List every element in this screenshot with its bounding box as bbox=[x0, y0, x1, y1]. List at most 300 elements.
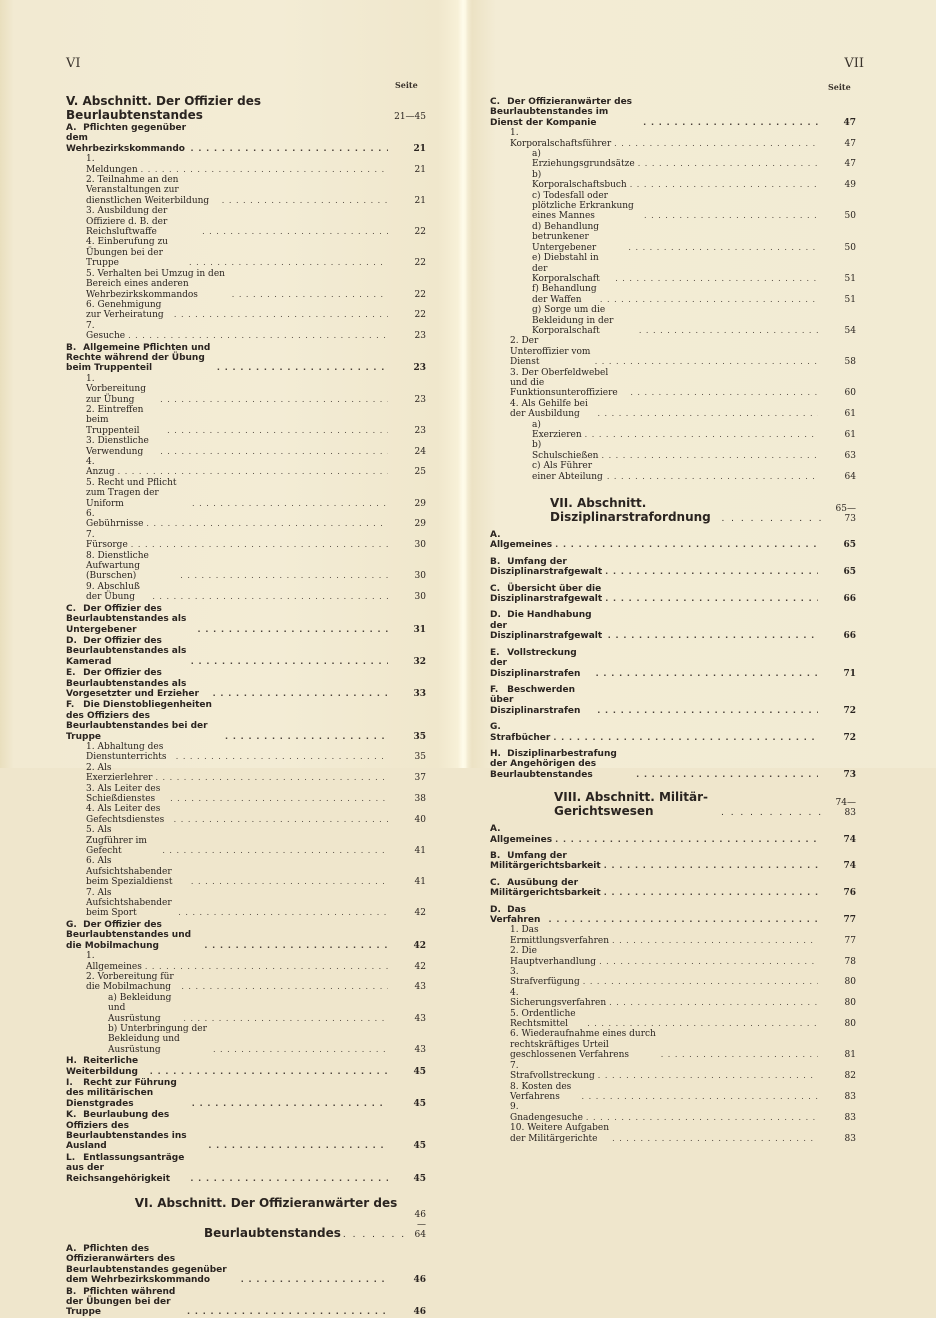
entry-label: A. bbox=[490, 824, 501, 835]
leader-dots bbox=[598, 1071, 818, 1081]
toc-entry bbox=[490, 610, 856, 641]
entry-title: Exerzieren bbox=[532, 430, 582, 440]
entry-title: Vollstreckung der Disziplinarstrafen bbox=[490, 647, 581, 679]
leader-dots bbox=[131, 540, 388, 550]
entry-page: 66 bbox=[843, 631, 856, 642]
leader-dots bbox=[582, 1092, 818, 1102]
leader-dots bbox=[204, 941, 388, 951]
entry-label: c) bbox=[532, 461, 541, 472]
toc-entry bbox=[490, 149, 856, 170]
leader-dots bbox=[615, 274, 818, 284]
entry-page: 82 bbox=[844, 1071, 856, 1082]
leader-dots bbox=[145, 962, 388, 972]
toc-entry bbox=[66, 1078, 426, 1109]
toc-entry bbox=[66, 888, 426, 919]
entry-label: 8. bbox=[510, 1081, 519, 1092]
entry-title: Als Aufsichtshabender beim Sport bbox=[86, 887, 172, 919]
entry-title: Der Offizier des Beurlaubtenstandes als Untergebener bbox=[66, 603, 187, 635]
entry-label: 6. bbox=[510, 1029, 519, 1040]
entry-label: B. bbox=[490, 850, 501, 861]
entry-label: 3. bbox=[86, 783, 95, 794]
entry-title: Als Führer einer Abteilung bbox=[532, 461, 603, 482]
entry-page: 51 bbox=[844, 273, 856, 284]
entry-title: Allgemeines bbox=[86, 961, 142, 972]
toc-entry bbox=[490, 946, 856, 967]
toc-entry bbox=[66, 1244, 426, 1286]
toc-entry bbox=[66, 551, 426, 582]
toc-entry bbox=[66, 1110, 426, 1152]
entry-title: Sorge um die Bekleidung in der Korporalschaft bbox=[532, 305, 614, 336]
leader-dots bbox=[614, 139, 818, 149]
entry-title: Verhalten bei Umzug in den Bereich eines anderen Wehrbezirkskommandos bbox=[86, 268, 225, 300]
entry-page: 51 bbox=[844, 294, 856, 305]
leader-dots bbox=[155, 773, 388, 783]
entry-label: D. bbox=[490, 904, 501, 915]
leader-dots bbox=[599, 957, 818, 967]
toc-entry bbox=[490, 305, 856, 336]
entry-label: C. bbox=[490, 583, 501, 594]
entry-title: Umfang der Disziplinarstrafgewalt bbox=[490, 556, 603, 578]
entry-page: 81 bbox=[844, 1050, 856, 1061]
entry-title: Diebstahl in der Korporalschaft bbox=[532, 253, 600, 284]
entry-title: Vorbereitung für die Mobilmachung bbox=[86, 971, 174, 993]
entry-page: 30 bbox=[414, 592, 426, 603]
entry-label: 7. bbox=[86, 320, 95, 331]
leader-dots bbox=[152, 592, 388, 602]
leader-dots bbox=[192, 1099, 388, 1109]
leader-dots bbox=[225, 732, 388, 742]
toc-entry bbox=[490, 851, 856, 872]
entry-title: Allgemeines bbox=[490, 540, 553, 551]
entry-page: 47 bbox=[844, 159, 856, 170]
entry-label: c) bbox=[532, 190, 541, 201]
leader-dots bbox=[609, 998, 818, 1008]
entry-title: Reiterliche Weiterbildung bbox=[66, 1056, 139, 1077]
leader-dots bbox=[191, 657, 388, 667]
toc-right bbox=[490, 96, 856, 1144]
entry-label: 9. bbox=[510, 1102, 519, 1113]
leader-dots bbox=[604, 888, 818, 898]
entry-page: 23 bbox=[413, 363, 426, 374]
toc-entry bbox=[490, 128, 856, 149]
leader-dots bbox=[630, 180, 818, 190]
entry-label: D. bbox=[490, 610, 501, 621]
leader-dots bbox=[150, 1067, 388, 1077]
leader-dots bbox=[586, 1113, 818, 1123]
entry-page: 33 bbox=[413, 688, 426, 699]
leader-dots bbox=[604, 861, 818, 871]
right-page bbox=[466, 0, 936, 1144]
entry-title: Das Verfahren bbox=[490, 904, 541, 925]
entry-page: 23 bbox=[414, 331, 426, 342]
left-page bbox=[0, 0, 466, 1318]
entry-title: Gebührnisse bbox=[86, 519, 144, 530]
entry-page: 43 bbox=[414, 982, 426, 993]
leader-dots bbox=[190, 1174, 388, 1184]
toc-entry bbox=[66, 237, 426, 268]
toc-entry bbox=[490, 1009, 856, 1030]
entry-title: Der Oberfeldwebel und die Funktionsunteroffiziere bbox=[510, 367, 618, 399]
entry-page: 24 bbox=[414, 446, 426, 457]
entry-title: Sicherungsverfahren bbox=[510, 998, 607, 1009]
entry-page: 23 bbox=[414, 394, 426, 405]
entry-label: f) bbox=[532, 284, 539, 295]
entry-page: 29 bbox=[414, 519, 426, 530]
entry-title: Recht und Pflicht zum Tragen der Uniform bbox=[86, 477, 177, 509]
entry-page: 49 bbox=[844, 180, 856, 191]
leader-dots bbox=[585, 430, 818, 440]
entry-title: Genehmigung zur Verheiratung bbox=[86, 299, 164, 321]
entry-label: a) bbox=[532, 419, 541, 430]
toc-entry bbox=[66, 300, 426, 321]
entry-label: 1. bbox=[86, 154, 95, 165]
entry-label: C. bbox=[66, 603, 77, 614]
toc-entry bbox=[490, 253, 856, 284]
toc-entry bbox=[490, 988, 856, 1009]
leader-dots bbox=[587, 1019, 818, 1029]
entry-title: Vorbereitung zur Übung bbox=[86, 384, 146, 405]
leader-dots bbox=[601, 451, 818, 461]
entry-page: 21 bbox=[414, 164, 426, 175]
toc-entry bbox=[66, 436, 426, 457]
section-heading-vii: VII. Abschnitt. Disziplinarstrafordnung . . . 65—73 bbox=[490, 496, 856, 524]
leader-dots bbox=[162, 846, 388, 856]
toc-entry bbox=[490, 420, 856, 441]
toc-entry bbox=[66, 604, 426, 635]
entry-page: 60 bbox=[844, 388, 856, 399]
entry-page: 50 bbox=[844, 242, 856, 253]
entry-label: 2. bbox=[86, 175, 95, 186]
entry-title: Behandlung betrunkener Untergebener bbox=[532, 221, 600, 253]
entry-page: 63 bbox=[844, 450, 856, 461]
entry-title: Als Leiter des Gefechtsdienstes bbox=[86, 804, 165, 825]
toc-entry bbox=[490, 905, 856, 926]
entry-title: Korporalschaftsführer bbox=[510, 138, 612, 149]
entry-title: Allgemeine Pflichten und Rechte während der Übung beim Truppenteil bbox=[66, 342, 211, 374]
toc-entry bbox=[490, 967, 856, 988]
entry-label: 7. bbox=[510, 1060, 519, 1071]
leader-dots bbox=[643, 118, 818, 128]
entry-title: Einberufung zu Übungen bei der Truppe bbox=[86, 237, 168, 269]
page-number: VII bbox=[844, 56, 864, 71]
entry-title: Gnadengesuche bbox=[510, 1112, 583, 1123]
toc-entry bbox=[490, 222, 856, 253]
entry-label: B. bbox=[66, 1286, 77, 1297]
entry-title: Als Gehilfe bei der Ausbildung bbox=[510, 398, 588, 420]
entry-label: C. bbox=[490, 877, 501, 888]
entry-page: 25 bbox=[414, 467, 426, 478]
entry-label: 1. bbox=[86, 951, 95, 962]
toc-entry bbox=[490, 1082, 856, 1103]
toc-entry bbox=[66, 1024, 426, 1055]
leader-dots bbox=[160, 395, 388, 405]
leader-dots bbox=[555, 835, 818, 845]
entry-page: 29 bbox=[414, 498, 426, 509]
entry-label: b) bbox=[532, 440, 542, 451]
toc-entry bbox=[66, 269, 426, 300]
entry-label: I. bbox=[66, 1077, 73, 1088]
entry-label: L. bbox=[66, 1152, 76, 1163]
leader-dots bbox=[597, 409, 818, 419]
toc-list-vi bbox=[66, 1244, 426, 1318]
entry-title: Als Exerzierlehrer bbox=[86, 762, 153, 784]
entry-title: Abschluß der Übung bbox=[86, 581, 140, 603]
toc-entry bbox=[490, 399, 856, 420]
entry-page: 30 bbox=[414, 540, 426, 551]
toc-entry bbox=[490, 336, 856, 367]
entry-page: 72 bbox=[843, 705, 856, 716]
leader-dots bbox=[608, 631, 818, 641]
entry-page: 71 bbox=[843, 668, 856, 679]
entry-label: d) bbox=[532, 221, 542, 232]
entry-title: Recht zur Führung des militärischen Dienstgrades bbox=[66, 1077, 177, 1109]
entry-title: Der Unteroffizier vom Dienst bbox=[510, 336, 591, 368]
toc-entry bbox=[66, 374, 426, 405]
entry-page: 80 bbox=[844, 977, 856, 988]
entry-title: Eintreffen beim Truppenteil bbox=[86, 404, 144, 436]
leader-dots bbox=[167, 426, 388, 436]
toc-entry bbox=[66, 784, 426, 805]
leader-dots bbox=[583, 977, 818, 987]
entry-title: Meldungen bbox=[86, 164, 138, 175]
entry-label: 2. bbox=[86, 404, 95, 415]
toc-entry bbox=[66, 972, 426, 993]
entry-title: Strafverfügung bbox=[510, 977, 580, 988]
leader-dots bbox=[181, 982, 388, 992]
toc-entry bbox=[66, 1287, 426, 1318]
toc-list-vi-cont bbox=[490, 97, 856, 482]
entry-label: 6. bbox=[86, 509, 95, 520]
leader-dots bbox=[191, 877, 388, 887]
entry-label: 4. bbox=[510, 398, 519, 409]
toc-entry bbox=[490, 191, 856, 222]
entry-label: G. bbox=[66, 919, 77, 930]
entry-title: Todesfall oder plötzliche Erkrankung eines Mannes bbox=[532, 190, 634, 222]
entry-title: Korporalschaftsbuch bbox=[532, 180, 627, 191]
entry-title: Beschwerden über Disziplinarstrafen bbox=[490, 684, 581, 716]
entry-label: 7. bbox=[86, 887, 95, 898]
entry-page: 31 bbox=[413, 624, 426, 635]
entry-title: Wiederaufnahme eines durch rechtskräftiges Urteil geschlossenen Verfahrens bbox=[510, 1029, 656, 1061]
entry-page: 45 bbox=[413, 1141, 426, 1152]
leader-dots bbox=[630, 388, 818, 398]
entry-title: Der Offizier des Beurlaubtenstandes und die Mobilmachung bbox=[66, 919, 192, 951]
leader-dots bbox=[644, 211, 818, 221]
leader-dots bbox=[192, 499, 388, 509]
entry-title: Allgemeines bbox=[490, 834, 553, 845]
entry-page: 45 bbox=[413, 1173, 426, 1184]
entry-label: 6. bbox=[86, 856, 95, 867]
toc-entry bbox=[490, 1061, 856, 1082]
entry-label: 7. bbox=[86, 529, 95, 540]
entry-page: 46 bbox=[413, 1307, 426, 1318]
entry-title: Weitere Aufgaben der Militärgerichte bbox=[510, 1123, 609, 1144]
entry-title: Die Dienstobliegenheiten des Offiziers des Beurlaubtenstandes bei der Truppe bbox=[66, 700, 212, 742]
leader-dots bbox=[128, 331, 388, 341]
toc-entry bbox=[490, 722, 856, 743]
entry-title: Pflichten während der Übungen bei der Truppe bbox=[66, 1286, 176, 1318]
toc-entry bbox=[66, 582, 426, 603]
entry-title: Anzug bbox=[86, 467, 115, 478]
section-heading-vi-line2: Beurlaubtenstandes . . . 46—64 bbox=[66, 1210, 426, 1240]
entry-page: 61 bbox=[844, 409, 856, 420]
entry-title: Strafbücher bbox=[490, 732, 551, 743]
toc-entry bbox=[66, 856, 426, 887]
entry-page: 50 bbox=[844, 211, 856, 222]
entry-page: 78 bbox=[844, 956, 856, 967]
entry-label: b) bbox=[532, 169, 542, 180]
entry-page: 43 bbox=[414, 1013, 426, 1024]
leader-dots bbox=[208, 1141, 388, 1151]
entry-title: Fürsorge bbox=[86, 540, 128, 551]
entry-label: C. bbox=[490, 97, 501, 107]
toc-entry bbox=[490, 749, 856, 780]
entry-title: Dienstliche Verwendung bbox=[86, 436, 149, 457]
seite-label: Seite bbox=[395, 80, 418, 90]
entry-page: 47 bbox=[843, 117, 856, 128]
entry-title: Abhaltung des Dienstunterrichts bbox=[86, 741, 167, 763]
entry-label: 4. bbox=[86, 804, 95, 815]
entry-label: a) bbox=[532, 149, 541, 160]
entry-title: Teilnahme an den Veranstaltungen zur dienstlichen Weiterbildung bbox=[86, 175, 210, 206]
entry-title: Übersicht über die Disziplinarstrafgewalt bbox=[490, 583, 603, 605]
leader-dots bbox=[607, 472, 818, 482]
leader-dots bbox=[628, 243, 818, 253]
leader-dots bbox=[160, 447, 388, 457]
entry-page: 47 bbox=[844, 138, 856, 149]
entry-label: 3. bbox=[86, 206, 95, 217]
entry-page: 32 bbox=[413, 656, 426, 667]
toc-entry bbox=[490, 1102, 856, 1123]
entry-page: 35 bbox=[413, 731, 426, 742]
toc-entry bbox=[66, 154, 426, 175]
leader-dots bbox=[202, 227, 388, 237]
entry-label: 4. bbox=[86, 457, 95, 467]
toc-list-v bbox=[66, 123, 426, 1184]
toc-entry bbox=[490, 461, 856, 482]
leader-dots bbox=[174, 815, 388, 825]
entry-page: 35 bbox=[414, 752, 426, 763]
toc-entry bbox=[66, 321, 426, 342]
toc-list-vii bbox=[490, 530, 856, 780]
entry-page: 73 bbox=[843, 769, 856, 780]
entry-label: D. bbox=[66, 635, 77, 646]
leader-dots bbox=[141, 165, 388, 175]
toc-entry bbox=[66, 175, 426, 206]
toc-entry bbox=[490, 368, 856, 399]
section-heading-v: V. Abschnitt. Der Offizier des Beurlaubtenstandes 21—45 bbox=[66, 94, 426, 122]
entry-title: Erziehungsgrundsätze bbox=[532, 159, 635, 170]
entry-page: 74 bbox=[843, 834, 856, 845]
entry-label: 8. bbox=[86, 550, 95, 561]
toc-entry bbox=[490, 440, 856, 461]
leader-dots bbox=[549, 915, 818, 925]
entry-page: 54 bbox=[844, 325, 856, 336]
book-gutter bbox=[458, 0, 468, 768]
entry-page: 46 bbox=[413, 1275, 426, 1286]
toc-left bbox=[66, 94, 426, 1318]
entry-title: Der Offizier des Beurlaubtenstandes als Vorgesetzter und Erzieher bbox=[66, 668, 199, 699]
toc-entry bbox=[490, 284, 856, 305]
toc-entry bbox=[490, 648, 856, 679]
seite-label: Seite bbox=[828, 82, 851, 92]
toc-entry bbox=[490, 824, 856, 845]
toc-entry bbox=[66, 636, 426, 667]
leader-dots bbox=[213, 1045, 388, 1055]
entry-label: 5. bbox=[86, 825, 95, 836]
entry-label: A. bbox=[66, 123, 77, 133]
entry-title: Bekleidung und Ausrüstung bbox=[108, 992, 172, 1024]
entry-page: 66 bbox=[843, 594, 856, 605]
leader-dots bbox=[178, 908, 388, 918]
entry-title: Der Offizieranwärter des Beurlaubtenstandes im Dienst der Kompanie bbox=[490, 97, 633, 128]
entry-title: Disziplinarbestrafung der Angehörigen des Beurlaubtenstandes bbox=[490, 748, 617, 780]
entry-label: F. bbox=[66, 700, 75, 711]
entry-label: 1. bbox=[510, 925, 519, 936]
entry-page: 22 bbox=[414, 310, 426, 321]
entry-title: Pflichten des Offizieranwärters des Beurlaubtenstandes gegenüber dem Wehrbezirkskommando bbox=[66, 1244, 227, 1286]
leader-dots bbox=[555, 540, 818, 550]
leader-dots bbox=[605, 594, 818, 604]
toc-entry bbox=[66, 457, 426, 478]
toc-entry bbox=[66, 951, 426, 972]
entry-label: 1. bbox=[510, 128, 519, 139]
leader-dots bbox=[217, 363, 388, 373]
leader-dots bbox=[241, 1275, 388, 1285]
leader-dots bbox=[187, 1307, 388, 1317]
toc-entry bbox=[490, 925, 856, 946]
entry-title: Dienstliche Aufwartung (Burschen) bbox=[86, 550, 149, 582]
entry-title: Als Zugführer im Gefecht bbox=[86, 825, 147, 857]
section-heading-vi: VI. Abschnitt. Der Offizieranwärter des bbox=[134, 1196, 398, 1211]
entry-page: 74 bbox=[843, 861, 856, 872]
entry-title: Entlassungsanträge aus der Reichsangehörigkeit bbox=[66, 1152, 185, 1184]
leader-dots bbox=[597, 706, 818, 716]
entry-page: 80 bbox=[844, 1019, 856, 1030]
entry-title: Beurlaubung des Offiziers des Beurlaubtenstandes ins Ausland bbox=[66, 1110, 187, 1152]
leader-dots bbox=[595, 357, 818, 367]
leader-dots bbox=[553, 733, 818, 743]
toc-entry bbox=[490, 97, 856, 128]
leader-dots bbox=[639, 326, 818, 336]
toc-entry bbox=[490, 878, 856, 899]
leader-dots bbox=[661, 1050, 818, 1060]
entry-title: Als Leiter des Schießdienstes bbox=[86, 783, 161, 804]
entry-label: F. bbox=[490, 684, 499, 695]
toc-entry bbox=[66, 763, 426, 784]
toc-entry bbox=[66, 509, 426, 530]
entry-page: 61 bbox=[844, 430, 856, 440]
entry-title: Die Handhabung der Disziplinarstrafgewalt bbox=[490, 610, 603, 642]
entry-page: 77 bbox=[843, 915, 856, 925]
toc-entry bbox=[66, 1056, 426, 1077]
entry-title: Als Aufsichtshabender beim Spezialdienst bbox=[86, 856, 173, 888]
toc-entry bbox=[490, 1029, 856, 1060]
leader-dots bbox=[636, 770, 818, 780]
entry-title: Die Hauptverhandlung bbox=[510, 946, 597, 967]
entry-page: 38 bbox=[414, 794, 426, 804]
entry-label: B. bbox=[490, 556, 501, 567]
toc-entry bbox=[490, 1123, 856, 1144]
entry-title: Umfang der Militärgerichtsbarkeit bbox=[490, 850, 601, 872]
entry-label: 3. bbox=[510, 367, 519, 378]
entry-label: 5. bbox=[86, 477, 95, 488]
entry-title: Das Ermittlungsverfahren bbox=[510, 925, 609, 946]
entry-label: 2. bbox=[86, 971, 95, 982]
toc-entry bbox=[66, 804, 426, 825]
leader-dots bbox=[180, 571, 388, 581]
entry-page: 41 bbox=[414, 846, 426, 857]
